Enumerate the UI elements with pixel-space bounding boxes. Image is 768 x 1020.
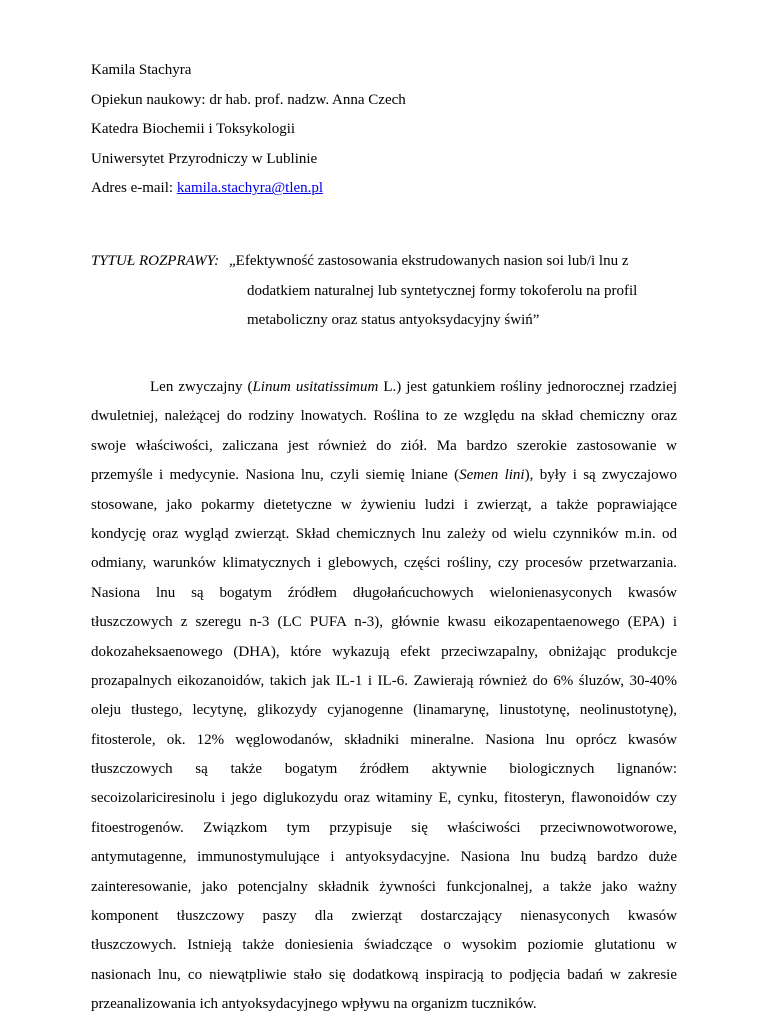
- body-paragraph: [91, 373, 677, 1020]
- department-line: Katedra Biochemii i Toksykologii: [91, 121, 296, 138]
- title-text: [229, 247, 669, 336]
- paragraph-line: fitoestrogenów. Związkom tym przypisuje się właściwości przeciwnowotworowe,: [91, 819, 677, 836]
- paragraph-line: swoje właściwości, zaliczana jest również do ziół. Ma bardzo szerokie zastosowanie w: [91, 437, 677, 454]
- paragraph-line: stosowane, jako pokarmy dietetyczne w żywieniu ludzi i zwierząt, a także poprawiające: [91, 496, 677, 513]
- paragraph-line: tłuszczowych. Istnieją także doniesienia świadczące o wysokim poziomie glutationu w: [91, 937, 677, 954]
- supervisor-line: Opiekun naukowy: dr hab. prof. nadzw. Anna Czech: [91, 91, 406, 108]
- email-label: Adres e-mail:: [91, 180, 177, 197]
- paragraph-line: prozapalnych eikozanoidów, takich jak IL-1 i IL-6. Zawierają również do 6% śluzów, 30-40%: [91, 672, 677, 689]
- text-run: ), były i są zwyczajowo: [524, 467, 678, 484]
- paragraph-line: fitosterole, ok. 12% węglowodanów, składniki mineralne. Nasiona lnu oprócz kwasów: [91, 731, 677, 748]
- text-run: L.) jest gatunkiem rośliny jednorocznej rzadziej: [378, 379, 678, 395]
- title-label: TYTUŁ ROZPRAWY:: [91, 253, 220, 269]
- author-info: [91, 56, 691, 204]
- paragraph-line: secoizolariciresinolu i jego diglukozydu oraz witaminy E, cynku, fitosteryn, flawonoidów czy: [91, 790, 677, 807]
- paragraph-line: [91, 461, 677, 490]
- university-line: Uniwersytet Przyrodniczy w Lublinie: [91, 150, 318, 167]
- title-line: dodatkiem naturalnej lub syntetycznej formy tokoferolu na profil: [247, 282, 638, 299]
- paragraph-line: dokozaheksaenowego (DHA), które wykazują efekt przeciwzapalny, obniżając produkcje: [91, 643, 677, 660]
- paragraph-line: przeanalizowania ich antyoksydacyjnego wpływu na organizm tuczników.: [91, 996, 537, 1013]
- paragraph-line: dwuletniej, należącej do rodziny lnowatych. Roślina to ze względu na skład chemiczny oraz: [91, 408, 677, 425]
- latin-name: Linum usitatissimum: [252, 379, 379, 395]
- paragraph-line: komponent tłuszczowy paszy dla zwierząt dostarczający nienasyconych kwasów: [91, 908, 677, 925]
- paragraph-line: oleju tłustego, lecytynę, glikozydy cyjanogenne (linamarynę, linustotynę, neolinustotynę),: [91, 702, 677, 719]
- text-run: przemyśle i medycynie. Nasiona lnu, czyli siemię lniane (: [91, 467, 460, 484]
- paragraph-line: zainteresowanie, jako potencjalny składnik żywności funkcjonalnej, a także jako ważny: [91, 878, 677, 895]
- paragraph-line: kondycję oraz wygląd zwierząt. Skład chemicznych lnu zależy od wielu czynników m.in. od: [91, 525, 677, 542]
- paragraph-line: odmiany, warunków klimatycznych i glebowych, części rośliny, czy procesów przetwarzania.: [91, 555, 677, 572]
- paragraph-line: [91, 373, 677, 402]
- paragraph-line: antymutagenne, immunostymulujące i antyoksydacyjne. Nasiona lnu budzą bardzo duże: [91, 849, 677, 866]
- paragraph-line: nasionach lnu, co niewątpliwie stało się dodatkową inspiracją to podjęcia badań w zakresie: [91, 966, 677, 983]
- paragraph-line: Nasiona lnu są bogatym źródłem długołańcuchowych wielonienasyconych kwasów: [91, 584, 677, 601]
- paragraph-line: tłuszczowych z szeregu n-3 (LC PUFA n-3), głównie kwasu eikozapentaenowego (EPA) i: [91, 614, 677, 631]
- email-line: [91, 174, 691, 204]
- text-run: Len zwyczajny (: [150, 379, 253, 395]
- email-link[interactable]: kamila.stachyra@tlen.pl: [176, 180, 324, 197]
- title-line: metaboliczny oraz status antyoksydacyjny świń”: [247, 312, 540, 328]
- title-line: „Efektywność zastosowania ekstrudowanych nasion soi lub/i lnu z: [229, 253, 629, 269]
- latin-name: Semen lini: [459, 467, 525, 484]
- paragraph-line: tłuszczowych są także bogatym źródłem aktywnie biologicznych lignanów:: [91, 761, 677, 778]
- author-name: Kamila Stachyra: [91, 62, 192, 78]
